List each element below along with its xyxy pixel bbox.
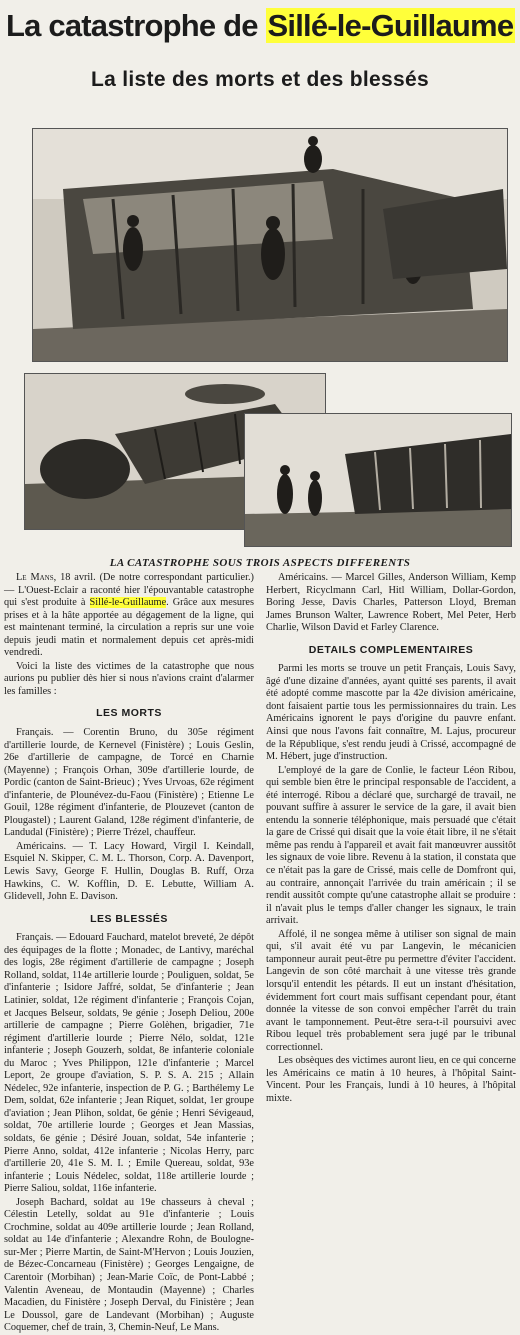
blesses-americains: Américains. — Marcel Gilles, Anderson William, Kemp Herbert, Ricyclmann Carl, Hitl William, Dollar-Gordon, Boring Jesse, Davis Charles, Patterson Lloyd, Breman James Brunson Walter, Lawrence Robert, Mel Peter, Herb Charlie, Wilson David et Farley Clarence. — [266, 572, 516, 634]
article-intro-2: Voici la liste des victimes de la catastrophe que nous aurions pu publier dès hier si nous n'avions craint d'alarmer les familles : — [4, 660, 254, 697]
subheadline: La liste des morts et des blessés — [91, 68, 429, 91]
morts-americains: Américains. — T. Lacy Howard, Virgil I. Keindall, Esquiel N. Skipper, C. M. L. Thorson, Corp. A. Davenport, Lewis Savy, George F. Hullin, Douglas B. Ruff, Orza Hawkins, C. W. Kofflin, D. E. Lebutte, William A. Glidevell, John E. Davison. — [4, 840, 254, 903]
details-paragraph-1: Parmi les morts se trouve un petit Français, Louis Savy, âgé d'une dizaine d'années, ayant quitté ses parents, il avait été adopté comme mascotte par la 42e division américaine, dont faisaient partie tous les permissionnaires du train. Les Américains ignorent le pays d'origine du pauvre enfant. Ainsi que nous l'avons fait connaître, M. Lajus, procureur de la République, s'est rendu jeudi à Crissé, accompagné de M. Hébert, juge d'instruction. — [266, 663, 516, 763]
details-paragraph-4: Les obsèques des victimes auront lieu, en ce qui concerne les Américains ce matin à 10 heures, à l'hôpital Saint-Vincent. Pour les Français, lundi à 10 heures, à l'hôpital mixte. — [266, 1055, 516, 1104]
intro-rest: . Grâce aux mesures prises et à la hâte apportée au dégagement de la ligne, qui est maintenant terminé, la circulation a repris sur une voie depuis jeudi matin et normalement depuis cet après-midi vendredi. — [4, 597, 255, 659]
article-intro — [4, 572, 254, 660]
dateline-date: , 18 avril. — [53, 572, 96, 583]
photo-overturned-carriage — [244, 413, 512, 547]
dateline-note: (De notre correspondant particulier.) — L'Ouest-Eclair a raconté hier l'épouvantable catastrophe qui s'est produite à — [4, 572, 254, 609]
photo-derailment-top — [32, 128, 508, 362]
details-paragraph-3: Affolé, il ne songea même à utiliser son signal de main qui, s'il avait été vu par Langevin, le mécanicien tamponneur aurait peut-être pu permettre d'éviter l'accident. Langevin de son côté marchait à une vitesse très grande lorsqu'il entendit les pétards. Il eut un instant d'hésitation, évidemment fort court mais suffisant cependant pour, étant donnée la vitesse de son convoi empêcher l'arrêt du train avant le tamponnement. Peut-être sera-t-il poursuivi avec Ribou lequel très probablement sera jugé par le tribunal correctionnel. — [266, 928, 516, 1053]
heading-details: DETAILS COMPLEMENTAIRES — [308, 643, 474, 656]
heading-morts: LES MORTS — [96, 707, 162, 720]
place-highlight: Sillé-le-Guillaume — [89, 597, 167, 609]
blesses-francais-2: Joseph Bachard, soldat au 19e chasseurs à cheval ; Célestin Letelly, soldat au 91e d'infanterie ; Louis Crochmine, soldat au 409e artillerie lourde ; Jean Rolland, soldat au 14e d'infanterie ; Alexandre Rohn, de Boulogne-sur-Mer ; Pierre Martin, de Saint-M'Hervon ; Louis Jouzien, de Bézec-Concarneau (Finistère) ; Georges Lengaigne, de Carentoir (Morbihan) ; Jean-Marie Coïc, de Pont-Labbé ; Valentin Aveneau, de Montaudin (Mayenne) ; Charles Macadien, du Finistère ; Joseph Derval, du Finistère ; Jean Le Doussol, gare de Landevant (Morbihan) ; Auguste Coquemer, chef de train, 3, Chemin-Neuf, Le Mans. — [4, 1196, 254, 1334]
headline-text: La catastrophe de — [6, 8, 258, 43]
heading-blesses: LES BLESSÉS — [90, 912, 168, 925]
photo-caption: LA CATASTROPHE SOUS TROIS ASPECTS DIFFERENTS — [109, 557, 411, 569]
headline-highlight: Sillé-le-Guillaume — [267, 8, 514, 43]
details-paragraph-2: L'employé de la gare de Conlie, le facteur Léon Ribou, qui semble bien être le principal responsable de l'accident, a été interrogé. Ribou a déclaré que, surchargé de travail, ne pouvant suffire à assurer le service de la gare, il avait bien entendu la sonnerie téléphonique, mais persuadé que c'était la gare de Crissé qui disait que la voie était libre, il ne s'était même pas rendu à l'appareil et avait fait manœuvrer aussitôt les signaux de voie libre. Revenu à la station, il constata que ce n'était pas la gare de Crissé, mais celle de Domfront qui, au contraire, annonçait l'arrivée du train américain ; il se rendit aussitôt compte qu'une catastrophe allait se produire : il n'avait plus le temps d'aller changer les signaux, le train arrivait. — [266, 764, 516, 927]
article-column-right — [266, 572, 516, 1262]
headline — [6, 4, 516, 48]
morts-francais: Français. — Corentin Bruno, du 305e régiment d'artillerie lourde, de Kernevel (Finistère) ; Louis Geslin, 26e d'artillerie de campagne, de Torcé en Charnie (Mayenne) ; François Orhan, 309e d'artillerie lourde, de Pordic (canton de Saint-Brieuc) ; Yves Urvoas, 62e régiment d'infanterie, de Plounévez-du-Faou (Finistère) ; Etienne Le Gouil, 128e régiment d'infanterie, de Plouzevet (canton de Plougastel) ; Laurent Galand, 128e régiment d'infanterie, de Landudal (Finistère) ; Pierre Trézel, chauffeur. — [4, 727, 254, 839]
blesses-francais: Français. — Edouard Fauchard, matelot breveté, 2e dépôt des équipages de la flotte ; Monadec, de Lantivy, maréchal des logis, 28e régiment d'artillerie de campagne ; Joseph Rolland, soldat, 114e artillerie lourde ; Pouliguen, soldat, 5e d'infanterie ; Isidore Jaffré, soldat, 5e d'infanterie ; Jean Latinier, soldat, 12e régiment d'infanterie ; François Cojan, et Jacques Belseur, soldats, 9e génie ; Joseph Deliou, 200e artillerie de campagne ; Pierre Golèhen, brigadier, 71e régiment d'artillerie lourde ; Pierre Nélo, soldat, 121e infanterie ; Joseph Gouzerh, soldat, 8e infanterie coloniale du Maroc ; Yves Philippon, 121e d'infanterie ; Marcel Leport, 2e groupe d'aviation, S. P. S. A. 215 ; Allain Nédelec, 92e infanterie, inspection de P. G. ; Barthélemy Le Dem, soldat, 62e infanterie ; Jean Riquet, soldat, 1er groupe d'aviation ; Jean Plihon, soldat, 6e génie ; Henri Sévigeaud, soldat, 70e artillerie lourde ; Georges et Jean Massias, soldats, 6e génie ; Désiré Jouan, soldat, 54e infanterie ; Pierre Anno, soldat, 412e infanterie ; Nicolas Herry, parc d'artillerie 20, 41e S. M. I. ; Emile Quereau, soldat, 93e infanterie ; Louis Nédelec, soldat, 118e artillerie lourde ; Pierre Saliou, soldat, 116e infanterie. — [4, 932, 254, 1195]
article-column-left — [4, 572, 255, 1334]
dateline-city: Le Mans — [16, 572, 54, 583]
